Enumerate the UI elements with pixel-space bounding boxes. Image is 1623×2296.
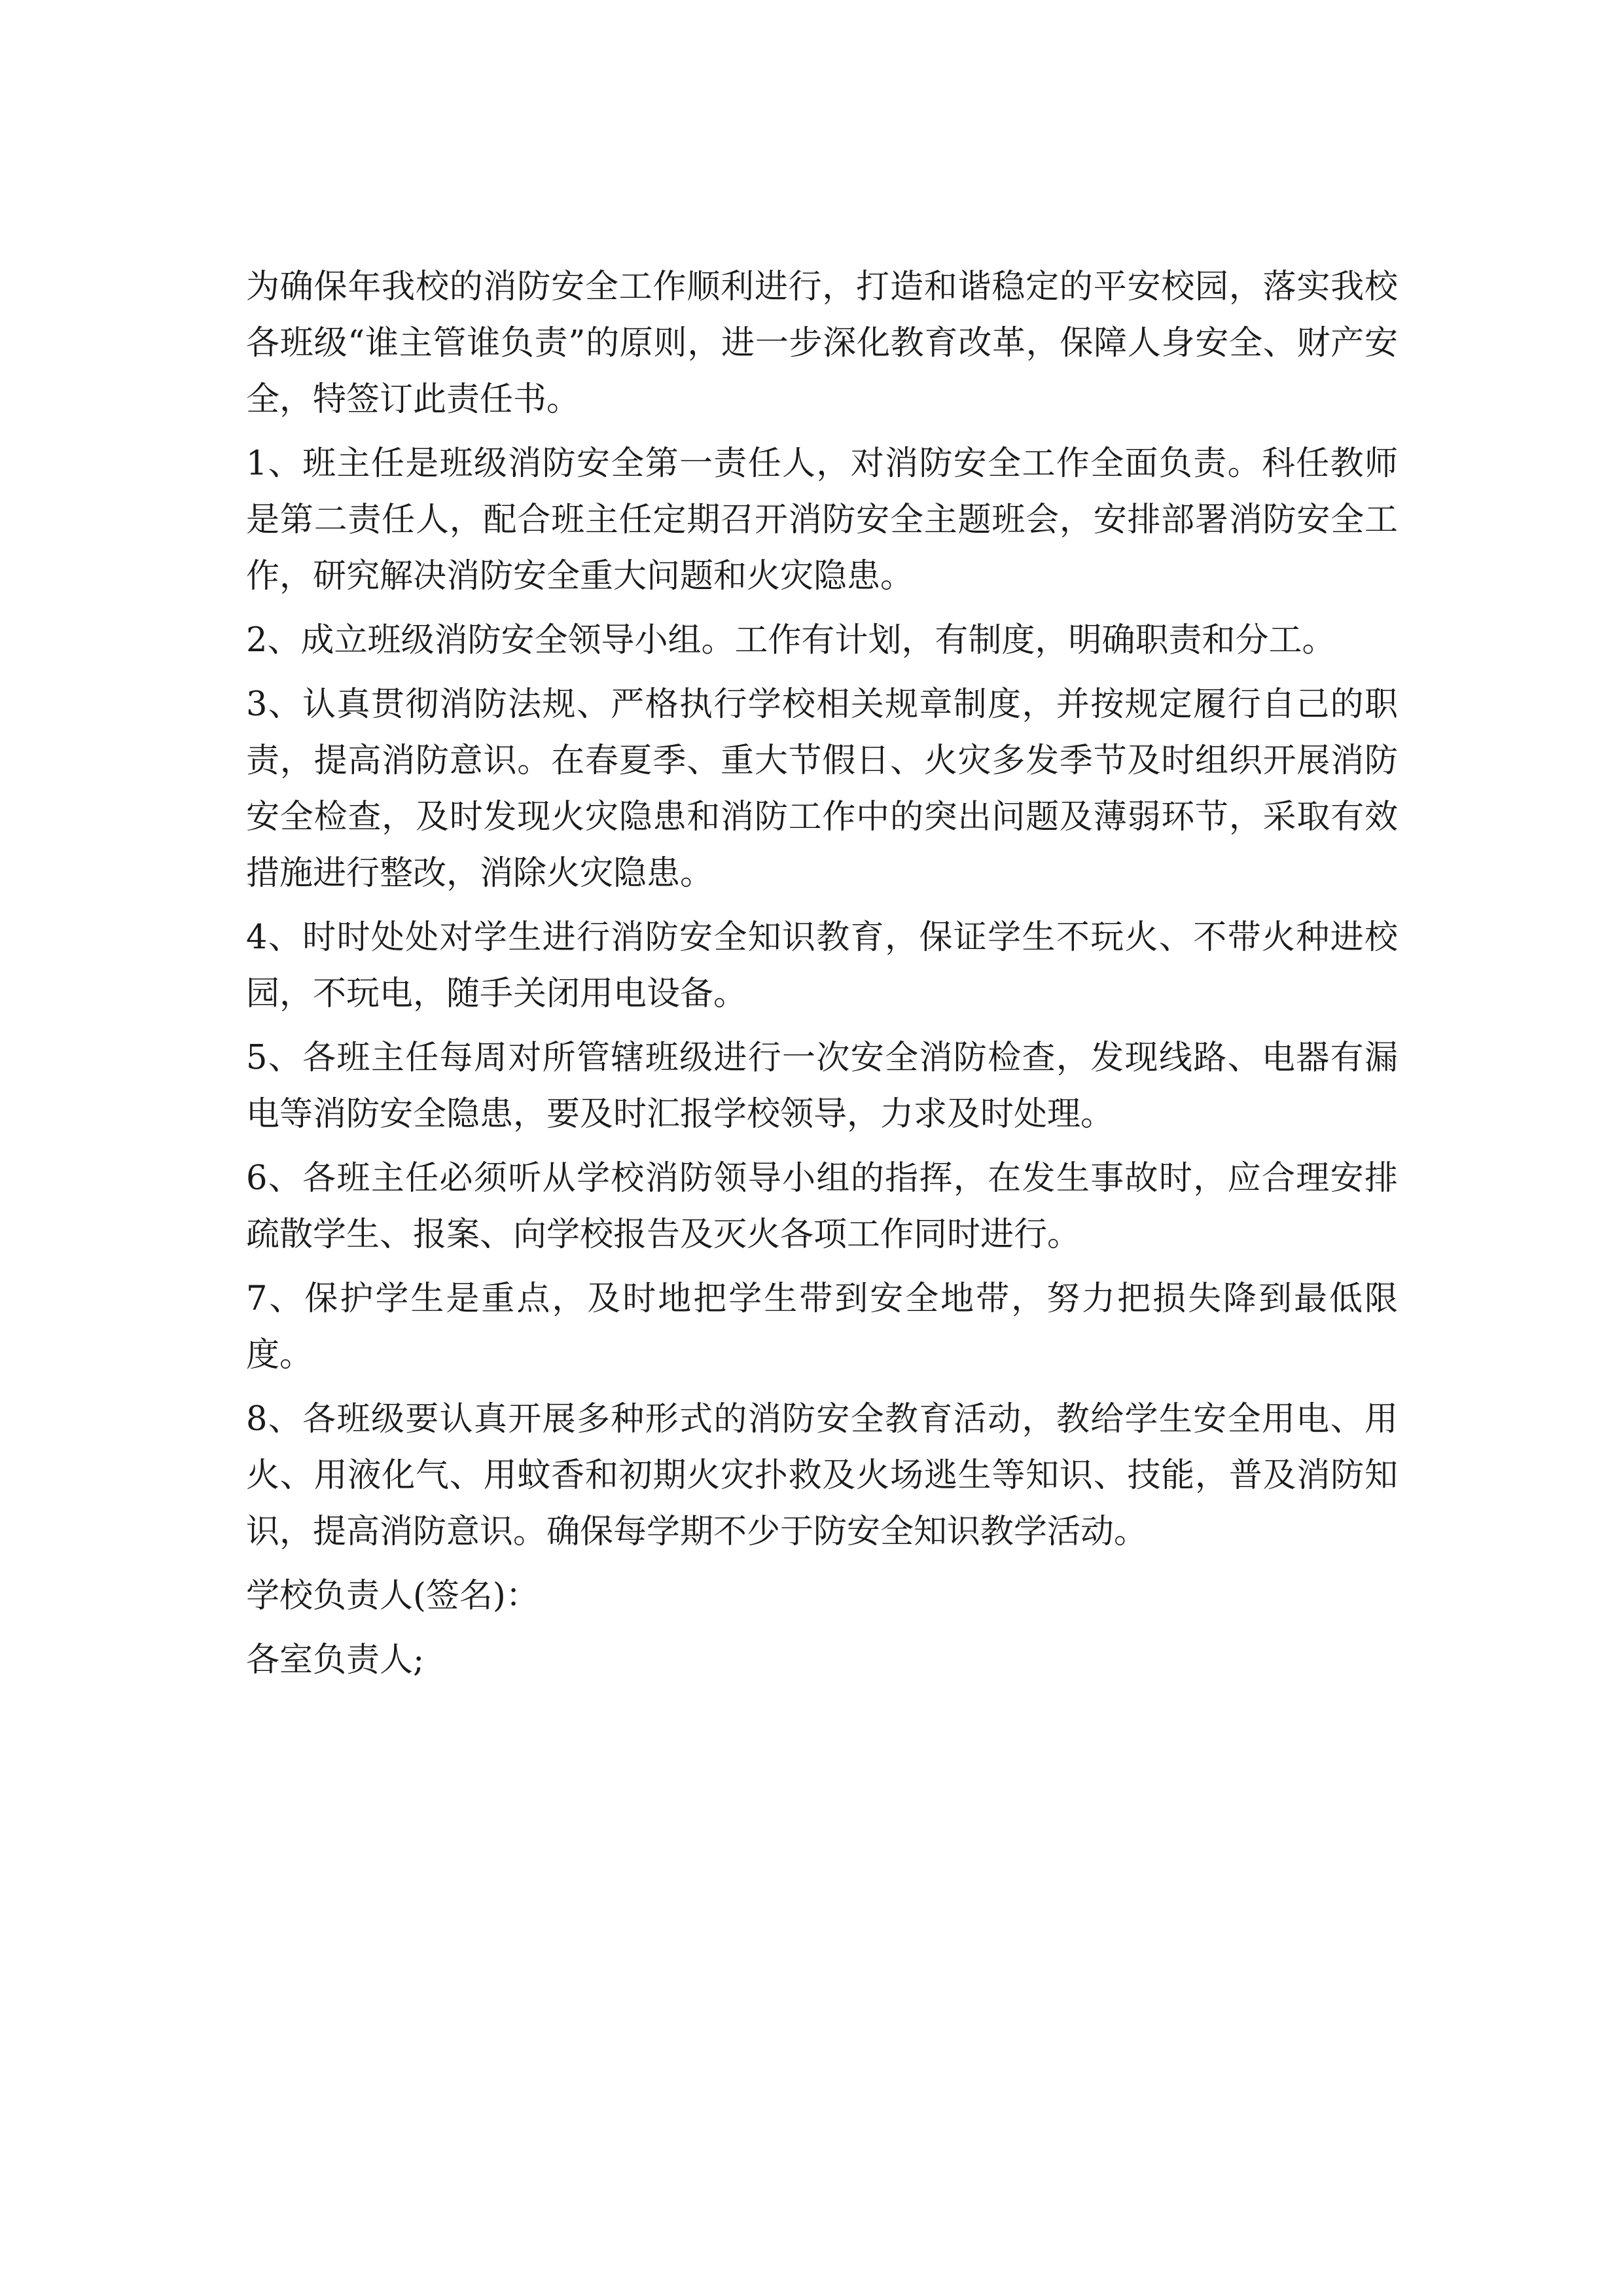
rooms-signature-line: 各室负责人;	[246, 1641, 425, 1679]
clause-5: 5、各班主任每周对所管辖班级进行一次安全消防检查，发现线路、电器有漏电等消防安全隐患，要及时汇报学校领导，力求及时处理。	[246, 1039, 1398, 1134]
clause-6: 6、各班主任必须听从学校消防领导小组的指挥，在发生事故时，应合理安排疏散学生、报案、向学校报告及灭火各项工作同时进行。	[246, 1159, 1398, 1254]
document-body	[246, 259, 1398, 1696]
school-signature-line: 学校负责人(签名)：	[246, 1577, 539, 1615]
clause-4: 4、时时处处对学生进行消防安全知识教育，保证学生不玩火、不带火种进校园，不玩电，随手关闭用电设备。	[246, 918, 1398, 1013]
clause-8: 8、各班级要认真开展多种形式的消防安全教育活动，教给学生安全用电、用火、用液化气、用蚊香和初期火灾扑救及火场逃生等知识、技能，普及消防知识，提高消防意识。确保每学期不少于防安全知识教学活动。	[246, 1400, 1398, 1551]
clause-1: 1、班主任是班级消防安全第一责任人，对消防安全工作全面负责。科任教师是第二责任人，配合班主任定期召开消防安全主题班会，安排部署消防安全工作，研究解决消防安全重大问题和火灾隐患。	[246, 444, 1398, 596]
clause-3: 3、认真贯彻消防法规、严格执行学校相关规章制度，并按规定履行自己的职责，提高消防意识。在春夏季、重大节假日、火灾多发季节及时组织开展消防安全检查，及时发现火灾隐患和消防工作中的突出问题及薄弱环节，采取有效措施进行整改，消除火灾隐患。	[246, 685, 1398, 893]
intro-paragraph: 为确保年我校的消防安全工作顺利进行，打造和谐稳定的平安校园，落实我校各班级“谁主管谁负责”的原则，进一步深化教育改革，保障人身安全、财产安全，特签订此责任书。	[246, 268, 1398, 419]
clause-2: 2、成立班级消防安全领导小组。工作有计划，有制度，明确职责和分工。	[246, 621, 1336, 660]
clause-7: 7、保护学生是重点，及时地把学生带到安全地带，努力把损失降到最低限度。	[246, 1280, 1398, 1374]
